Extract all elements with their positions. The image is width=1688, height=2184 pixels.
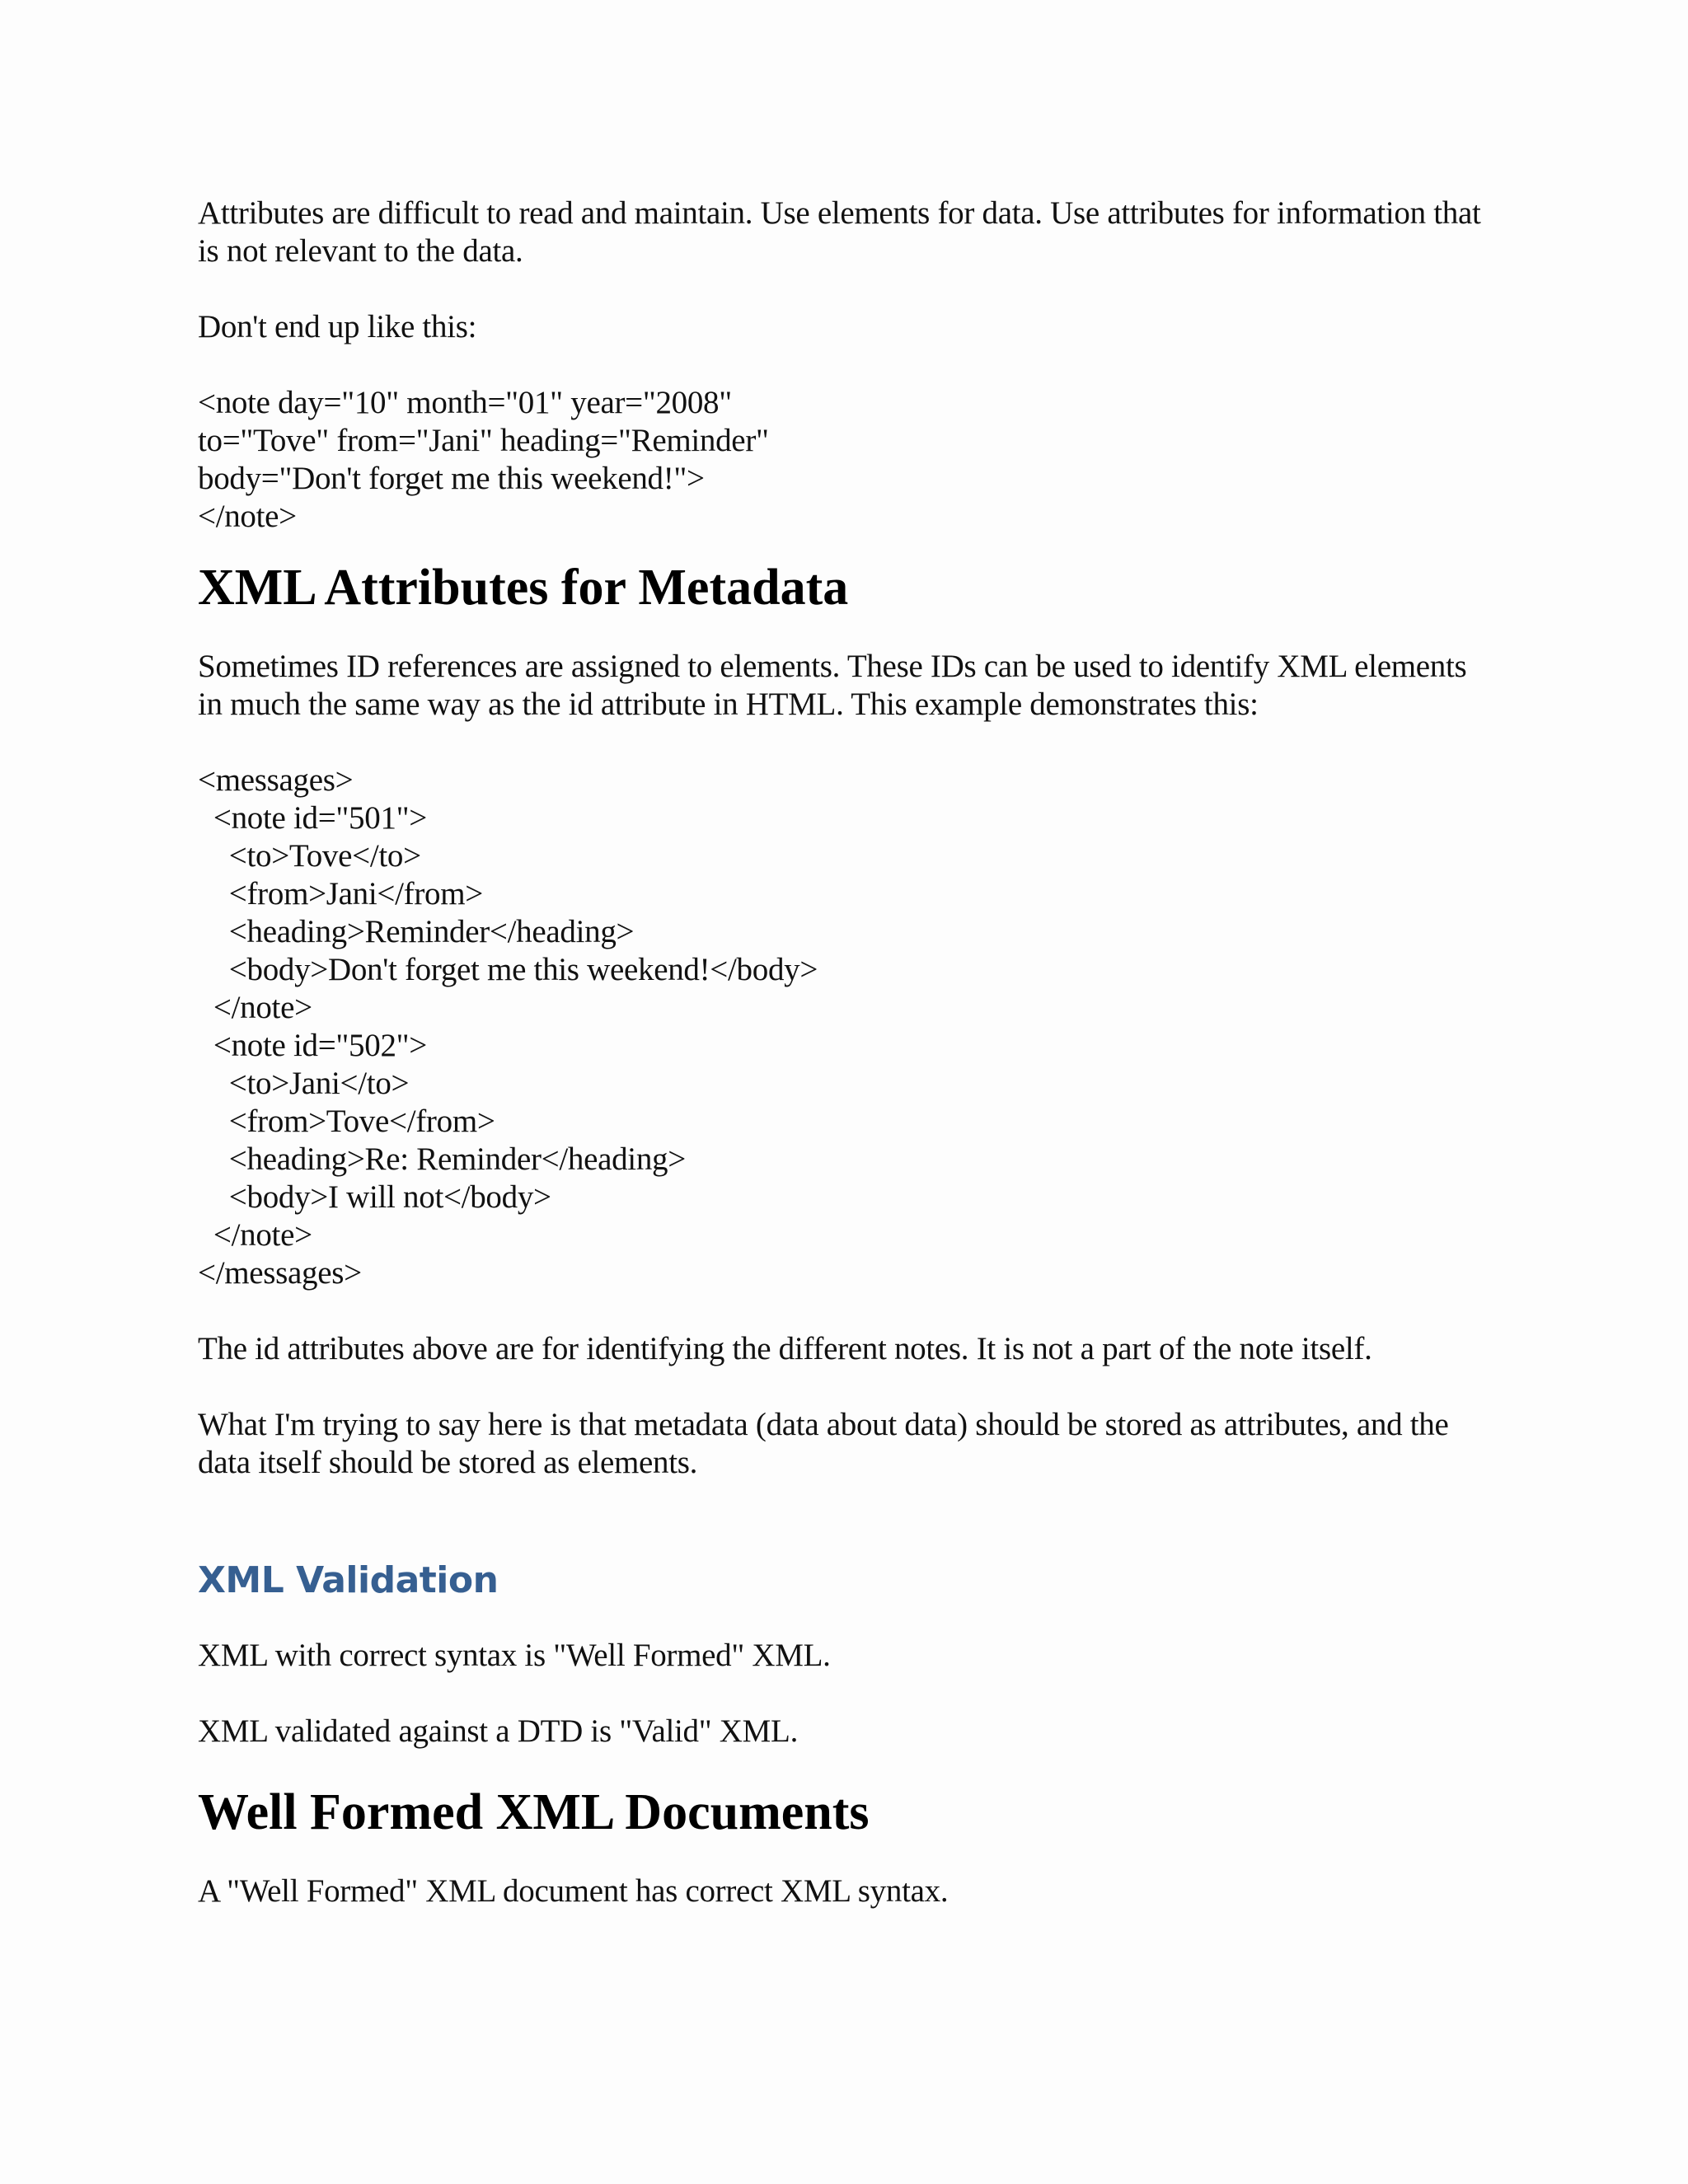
paragraph-correct-syntax: A "Well Formed" XML document has correct XML syntax.: [198, 1873, 949, 1909]
code-bad-example: <note day="10" month="01" year="2008" to="Tove" from="Jani" heading="Reminder" body="Don't forget me this weekend!"> </note>: [198, 385, 769, 534]
paragraph-id-attributes: The id attributes above are for identifying the different notes. It is not a part of the note itself.: [198, 1331, 1372, 1366]
paragraph-well-formed: XML with correct syntax is "Well Formed" XML.: [198, 1638, 831, 1673]
spacer: [198, 1604, 1484, 1637]
spacer: [198, 1675, 1484, 1713]
spacer: [198, 1482, 1484, 1558]
spacer: [198, 346, 1484, 384]
paragraph-id-references: Sometimes ID references are assigned to elements. These IDs can be used to identify XML elements in much the same way as the id attribute in HTML. This example demonstrates this:: [198, 649, 1467, 722]
paragraph-attributes-difficult: Attributes are difficult to read and maintain. Use elements for data. Use attributes for information that is not relevant to the data.: [198, 195, 1481, 269]
heading-well-formed-documents: Well Formed XML Documents: [198, 1784, 870, 1840]
spacer: [198, 1750, 1484, 1783]
document-page: [198, 194, 1484, 1910]
spacer: [198, 270, 1484, 308]
spacer: [198, 1292, 1484, 1330]
heading-xml-attributes-metadata: XML Attributes for Metadata: [198, 560, 849, 616]
paragraph-valid: XML validated against a DTD is "Valid" XML.: [198, 1713, 799, 1749]
heading-xml-validation: XML Validation: [198, 1559, 499, 1601]
code-messages-example: <messages> <note id="501"> <to>Tove</to> <from>Jani</from> <heading>Reminder</heading> <body>Don't forget me this weekend!</body> </note> <note id="502"> <to>Jani</to> <from>Tove</from> <heading>Re: Reminder</heading> <body>I will not</body> </note> </messages>: [198, 762, 818, 1291]
spacer: [198, 724, 1484, 762]
spacer: [198, 536, 1484, 559]
spacer: [198, 616, 1484, 648]
spacer: [198, 1368, 1484, 1406]
paragraph-metadata-stored: What I'm trying to say here is that metadata (data about data) should be stored as attributes, and the data itself should be stored as elements.: [198, 1407, 1449, 1480]
paragraph-dont-end-up: Don't end up like this:: [198, 309, 477, 344]
spacer: [198, 1841, 1484, 1872]
